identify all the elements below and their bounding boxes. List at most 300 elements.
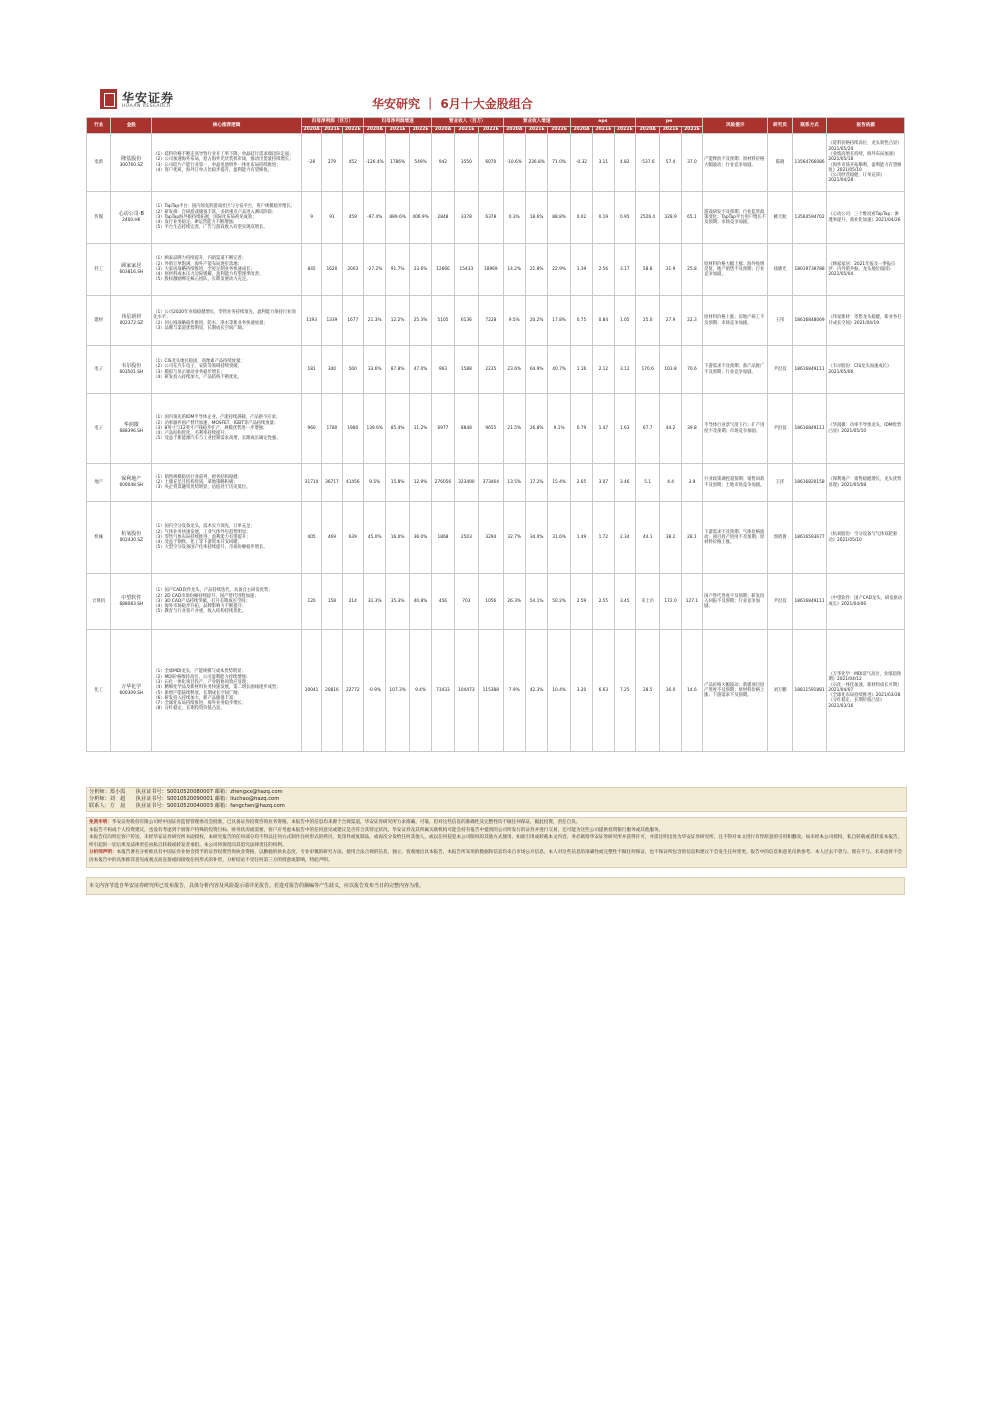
metric-cell: 5.1 — [635, 464, 659, 502]
metric-cell: -537.6 — [635, 134, 659, 192]
report-cell — [827, 296, 905, 346]
risk-text: 产品价格大幅波动；新建项目投产进度不及预期；原材料价格上涨；下游需求不及预期。 — [704, 682, 765, 699]
header-analyst: 研究员 — [768, 118, 792, 134]
stock-name: 韦尔股份 — [121, 363, 142, 370]
stock-code: 603816.SH — [119, 269, 144, 275]
metric-cell: 31.6% — [548, 502, 570, 574]
contact-cell: 18019739788 — [792, 244, 827, 296]
metric-cell: 2503 — [454, 502, 478, 574]
logic-line: （3）8英寸与12英寸产线稳步扩产，规模优势进一步增强； — [153, 425, 268, 431]
logic-line: （6）研发投入持续加大，新产品储备丰富； — [153, 695, 238, 701]
risk-text: 半导体行业景气度下行；扩产进度不及预期；市场竞争加剧。 — [704, 423, 765, 434]
metric-cell: -0.9% — [364, 630, 386, 752]
stock-name: 隆基股份 — [121, 156, 142, 163]
risk-cell — [703, 630, 768, 752]
report-line: 《伟星新材：零售龙头稳健，新业务打开成长空间》2021/04/19 — [828, 315, 902, 326]
header-year: 2021E — [525, 127, 547, 134]
metric-cell: 1980 — [342, 394, 363, 464]
stock-code: 300760.SZ — [119, 162, 144, 168]
logic-line: （4）受益于钢铁、化工等下游资本开支回暖； — [153, 540, 242, 546]
metric-cell: 27.9 — [660, 296, 681, 346]
metric-cell: 33.6% — [364, 346, 386, 394]
metric-cell: 23.6% — [503, 346, 525, 394]
logic-line: （1）国产CAD软件龙头，产品持续迭代，具备自主研发优势； — [153, 588, 273, 594]
golden-stock-table — [86, 117, 905, 752]
logic-line: （1）国内领先的IDM半导体企业，产能持续满载，产品供不应求； — [153, 415, 281, 421]
stock-cell — [111, 244, 152, 296]
report-cell — [827, 394, 905, 464]
report-line: 《韦尔股份：CIS龙头加速成长》2021/05/06 — [828, 364, 892, 375]
metric-cell: 85.4% — [386, 394, 409, 464]
report-line: 《全球化布局持续推进》2021/03/28 — [828, 693, 901, 699]
metric-cell: 120 — [301, 574, 321, 630]
logic-line: （3）3D CAD产品持续突破，打开长期成长空间； — [153, 598, 250, 604]
stock-cell — [111, 574, 152, 630]
logic-line: （2）外销订单饱满，海外产能布局逐步落地； — [153, 261, 242, 267]
header-year: 2022E — [681, 127, 702, 134]
stock-name: 华润微 — [123, 422, 139, 429]
metric-cell: 6070 — [479, 134, 503, 192]
metric-cell: 36.0% — [409, 502, 431, 574]
header-profit: 归母净利润（百万） — [301, 118, 363, 127]
logic-line: （1）顾家品牌力持续提升，内销渠道不断完善； — [153, 256, 247, 262]
report-title: 华安研究 ｜ 6月十大金股组合 — [372, 97, 533, 111]
metric-cell: 3378 — [454, 192, 478, 244]
metric-cell: 12.2% — [386, 296, 409, 346]
logo-subtext: HUAAN RESEARCH — [122, 104, 171, 109]
metric-cell: 9.5% — [503, 296, 525, 346]
logic-line: （4）产品结构优化，毛利率持续提升； — [153, 431, 229, 437]
logic-line: （4）发行业务稳定，IP运营能力不断增强； — [153, 220, 238, 226]
logic-cell — [152, 244, 302, 296]
metric-cell: 6977 — [432, 394, 454, 464]
table-row — [87, 574, 905, 630]
metric-cell: 21.3% — [364, 296, 386, 346]
logic-line: （1）国内空分设备龙头，技术实力领先，订单充足； — [153, 524, 255, 530]
report-line: 《心动公司：三个维度看TapTap：渗透率提升，商业化加速》2021/04/26 — [828, 212, 901, 223]
contact-cell: 18616820158 — [792, 464, 827, 502]
header-year: 2020A — [301, 127, 321, 134]
logic-line: （2）公司在汽车电子、安防等领域持续突破； — [153, 364, 242, 370]
logic-line: （4）精细化学品及新材料业务快速发展，第二增长曲线逐步成型； — [153, 685, 281, 691]
risk-cell — [703, 244, 768, 296]
logic-line: （3）石化一体化项目投产，产业链协同效应显现； — [153, 679, 251, 685]
contact-cell: 13564766086 — [792, 134, 827, 192]
logo-text: 华安证券 — [122, 91, 175, 105]
logic-cell — [152, 502, 302, 574]
report-cell — [827, 192, 905, 244]
analyst-cell: 王彤 — [768, 296, 792, 346]
metric-cell: 1786% — [386, 134, 409, 192]
logic-line: （2）公司加速海外布局，抢占海外光伏装机市场，推动出货量持续增长； — [153, 157, 294, 163]
header-year: 2022E — [548, 127, 570, 134]
metric-cell: 1.49 — [570, 502, 592, 574]
huaan-logo-icon — [100, 89, 117, 109]
logic-line: （3）公司硅片产能行业第一，单晶电池组件一体化布局持续推进； — [153, 162, 281, 168]
analyst-statement-text: 本报告署名分析师具有中国证券业协会授予的证券投资咨询执业资格，以勤勉的执业态度、专业审慎的研究方法，使用合法合规的信息，独立、客观地出具本报告，本报告所采用的数据和信息均来自市场公开信息，本人对这些信息的准确性或完整性不做任何保证，也不保证所包含的信息和建议不会发生任何变更。报告中的信息和意见仅供参考。本人过去不曾与、现在不与、未来也将不会因本报告中的具体推荐意见或观点而直接或间接收任何形式的补偿，分析结论不受任何第三方的授意或影响，特此声明。 — [89, 850, 903, 863]
metric-cell: 181 — [301, 346, 321, 394]
metric-cell: 172.0 — [660, 574, 681, 630]
metric-cell: 405 — [301, 502, 321, 574]
contact-cell: 13564594702 — [792, 192, 827, 244]
report-line: 《顾家家居：2021年报及一季报点评：内外销共振，龙头地位稳固》2021/05/04 — [828, 261, 896, 278]
metric-cell: 40.7% — [548, 346, 570, 394]
analyst-statement-label: 分析师声明： — [89, 850, 117, 856]
report-line: 《分红稳定，长期价值凸显》2021/03/16 — [828, 698, 885, 709]
header-year: 2020A — [570, 127, 592, 134]
metric-cell: 未上市 — [635, 574, 659, 630]
metric-cell: 9655 — [479, 394, 503, 464]
metric-cell: 41456 — [342, 464, 363, 502]
metric-cell: 91 — [322, 192, 342, 244]
stock-cell — [111, 296, 152, 346]
metric-cell: 10041 — [301, 630, 321, 752]
industry-cell: 电新 — [87, 134, 111, 192]
logic-line: （8）分红稳定，长期投资价值凸显。 — [153, 706, 225, 712]
logic-line: （2）气体业务快速发展，工业气体外包趋势明显； — [153, 529, 251, 535]
logic-line: （5）受益于新能源汽车与工业控制需求高增，长期成长确定性强。 — [153, 436, 281, 442]
report-cell — [827, 630, 905, 752]
stock-code: 688396.SH — [119, 428, 144, 434]
analyst-cell: 郭倩倩 — [768, 502, 792, 574]
metric-cell: 12666 — [432, 244, 454, 296]
metric-cell: 328.9 — [660, 192, 681, 244]
table-row — [87, 394, 905, 464]
header-year: 2020A — [503, 127, 525, 134]
metric-cell: 18.6% — [525, 192, 547, 244]
report-line: 《华润微：功率半导体龙头，IDM优势凸显》2021/05/10 — [828, 423, 902, 434]
metric-cell: 58.8 — [635, 244, 659, 296]
metric-cell: 73433 — [432, 630, 454, 752]
metric-cell: 17.8% — [548, 296, 570, 346]
metric-cell: 57.4 — [660, 134, 681, 192]
risk-text: 国产替代进度不及预期；研发投入回报不及预期；行业竞争加剧。 — [704, 593, 765, 610]
metric-cell: -97.4% — [364, 192, 386, 244]
metric-cell: 0.79 — [570, 394, 592, 464]
logic-line: （2）同心圆战略稳步推进，防水、净水等新业务快速放量； — [153, 320, 268, 326]
table-row — [87, 192, 905, 244]
metric-cell: 103.8 — [660, 346, 681, 394]
metric-cell: 2235 — [479, 346, 503, 394]
metric-cell: 0.84 — [593, 296, 614, 346]
metric-cell: 889.6% — [386, 192, 409, 244]
metric-cell: 549% — [409, 134, 431, 192]
metric-cell: 17.2% — [525, 464, 547, 502]
metric-cell: 70.6 — [681, 346, 702, 394]
header-year: 2022E — [479, 127, 503, 134]
disclaimer-paragraph — [87, 819, 906, 827]
logic-line: （4）原材料成本压力边际缓解，盈利能力有望逐季改善； — [153, 272, 264, 278]
metric-cell: 45.0% — [364, 502, 386, 574]
header-year: 2022E — [342, 127, 363, 134]
stock-name: 伟星新材 — [121, 314, 142, 321]
metric-cell: 31.3% — [364, 574, 386, 630]
logic-line: （5）大型空分设备国产化率持续提升，市场份额稳步增长。 — [153, 545, 268, 551]
logic-line: （3）TapTap海外版持续拓展，国际化布局初见成效； — [153, 214, 257, 220]
report-line: 《海外市场开拓顺利，盈利能力有望修复》2021/05/10 — [828, 162, 902, 173]
metric-cell: 459 — [342, 192, 363, 244]
metric-cell: 42.3% — [525, 630, 547, 752]
logic-line: （7）全球化布局持续推进，海外业务稳步增长； — [153, 701, 247, 707]
logic-line: （5）平台生态持续完善，广告与游戏收入有望实现双增长。 — [153, 225, 268, 231]
analyst-cell: 王洋 — [768, 464, 792, 502]
table-row — [87, 296, 905, 346]
metric-cell: 40.8% — [409, 574, 431, 630]
risk-text: 行业政策调控超预期；销售回款不及预期；土地市场竞争加剧。 — [704, 477, 765, 488]
metric-cell: 2.12 — [593, 346, 614, 394]
report-line: 《石化一体化加速，新材料成长可期》2021/04/07 — [828, 682, 902, 693]
header-revenue-growth: 营业收入增速 — [503, 118, 570, 127]
metric-cell: 20816 — [322, 630, 342, 752]
logic-cell — [152, 346, 302, 394]
stock-code: 600048.SH — [119, 482, 144, 488]
metric-cell: 2.65 — [570, 464, 592, 502]
metric-cell: 1.05 — [614, 296, 635, 346]
header-year: 2021E — [593, 127, 614, 134]
logic-line: （2）MDI价格维持高位，公司盈利能力持续增强； — [153, 674, 251, 680]
metric-cell: 1.72 — [593, 502, 614, 574]
header-revenue: 营业收入（百万） — [432, 118, 503, 127]
risk-text: 原材料价格上涨；房地产竣工不及预期；市场竞争加剧。 — [704, 315, 765, 326]
metric-cell: 5105 — [432, 296, 454, 346]
metric-cell: 456 — [432, 574, 454, 630]
industry-cell: 轻工 — [87, 244, 111, 296]
metric-cell: 71.0% — [548, 134, 570, 192]
metric-cell: 21.5% — [503, 394, 525, 464]
stock-name: 杭氧股份 — [121, 531, 142, 538]
analyst-cell: 刘万鹏 — [768, 630, 792, 752]
disclaimer — [86, 817, 907, 868]
metric-cell: 373464 — [479, 464, 503, 502]
risk-text: 下游需求不及预期；气体价格波动；项目投产进度不及预期；原材料价格上涨。 — [704, 529, 765, 546]
metric-cell: -27.2% — [364, 244, 386, 296]
metric-cell: 23.6% — [409, 244, 431, 296]
disclaimer-text: 华安证券股份有限公司经中国证券监督管理委员会批准，已具备证券投资咨询业务资格。本报告中的信息均来源于合规渠道，华安证券研究所力求准确、可靠，但对这些信息的准确性及完整性均不做任何保证，据此投资，责任自负。 — [111, 820, 581, 825]
logic-line: （1）销售规模稳居行业前列，财务结构稳健； — [153, 474, 242, 480]
metric-cell: 1.47 — [593, 394, 614, 464]
disclaimer-label: 免责申明： — [89, 820, 112, 825]
logic-line: （1）全球MDI龙头，产能规模与成本优势明显； — [153, 669, 246, 675]
metric-cell: 3.12 — [614, 346, 635, 394]
analyst-line: 分析师：刘 超 执业证书号：S0010520090001 邮箱：liuchao@hazq.com — [89, 796, 280, 802]
metric-cell: 139.6% — [364, 394, 386, 464]
header-contact: 联系方式 — [792, 118, 827, 134]
table-row — [87, 630, 905, 752]
table-row — [87, 502, 905, 574]
source-note: 本文内容节选自华安证券研究所已发布报告，具体分析内容及风险提示请详见报告。若进对报告的摘编等产生歧义，应以报告发布当日的完整内容为准。 — [86, 877, 905, 895]
metric-cell: 16.0% — [386, 502, 409, 574]
logic-line: （1）CIS龙头地位稳固，高像素产品持续放量； — [153, 358, 245, 364]
contact-cell: 18616593677 — [792, 502, 827, 574]
metric-cell: 107.3% — [386, 630, 409, 752]
metric-cell: 3.9 — [681, 464, 702, 502]
contact-cell: 18616849111 — [792, 574, 827, 630]
risk-cell — [703, 502, 768, 574]
metric-cell: 0.75 — [570, 296, 592, 346]
logic-cell — [152, 574, 302, 630]
metric-cell: 44.1 — [635, 502, 659, 574]
table-body — [87, 134, 905, 752]
header-risk: 风险提示 — [703, 118, 768, 134]
contact-line: 联系人：方 晨 执业证书号：S0010520040003 邮箱：fangchen@hazq.com — [89, 803, 285, 809]
metric-cell: 6378 — [479, 192, 503, 244]
analyst-info — [86, 787, 907, 812]
metric-cell: 32.7% — [503, 502, 525, 574]
metric-cell: 37.0 — [681, 134, 702, 192]
metric-cell: 0.95 — [614, 192, 635, 244]
metric-cell: 3.17 — [614, 244, 635, 296]
metric-cell: 8848 — [454, 394, 478, 464]
header-row — [87, 118, 905, 127]
metric-cell: 963 — [432, 346, 454, 394]
metric-cell: 115388 — [479, 630, 503, 752]
report-line: 《业绩高增长持续，海外布局加速》2021/05/18 — [828, 151, 898, 163]
metric-cell: 0.3% — [503, 192, 525, 244]
analyst-line: 分析师：郑小霞 执业证书号：S0010520080007 邮箱：zhengxx@hazq.com — [89, 789, 283, 795]
logic-cell — [152, 630, 302, 752]
risk-text: 原材料价格大幅上涨；海外疫情反复；地产销售不及预期；行业竞争加剧。 — [704, 261, 765, 278]
metric-cell: 87.8% — [386, 346, 409, 394]
metric-cell: 3294 — [479, 502, 503, 574]
metric-cell: 91.7% — [386, 244, 409, 296]
report-cell — [827, 244, 905, 296]
metric-cell: 26.8% — [525, 394, 547, 464]
table-row — [87, 464, 905, 502]
analyst-statement — [87, 849, 906, 864]
analyst-cell: 徐晓光 — [768, 244, 792, 296]
logic-cell — [152, 464, 302, 502]
metric-cell: 7228 — [479, 296, 503, 346]
risk-text: 下游需求不及预期；新产品推广不及预期；行业竞争加剧。 — [704, 364, 765, 375]
stock-cell — [111, 630, 152, 752]
stock-code: 603501.SH — [119, 369, 144, 375]
metric-cell: 279 — [322, 134, 342, 192]
metric-cell: 2848 — [432, 192, 454, 244]
industry-cell: 化工 — [87, 630, 111, 752]
metric-cell: 1.63 — [614, 394, 635, 464]
metric-cell: 3.11 — [593, 134, 614, 192]
analyst-cell: 尹沿技 — [768, 574, 792, 630]
contact-cell: 18616849111 — [792, 394, 827, 464]
metric-cell: 10.4% — [548, 630, 570, 752]
metric-cell: 1677 — [342, 296, 363, 346]
stock-code: 688083.SH — [119, 601, 144, 607]
metric-cell: 104473 — [454, 630, 478, 752]
metric-cell: 1.16 — [570, 346, 592, 394]
metric-cell: 323490 — [454, 464, 478, 502]
metric-cell: 0.19 — [593, 192, 614, 244]
logic-line: （5）股权激励绑定核心团队，长期发展动力充足。 — [153, 277, 251, 283]
industry-cell: 电子 — [87, 346, 111, 394]
metric-cell: 15433 — [454, 244, 478, 296]
metric-cell: 31.9 — [660, 244, 681, 296]
report-cell — [827, 134, 905, 192]
metric-cell: 39.8 — [681, 394, 702, 464]
analyst-cell: 姚天航 — [768, 192, 792, 244]
report-cell — [827, 502, 905, 574]
metric-cell: 6136 — [454, 296, 478, 346]
metric-cell: 9 — [301, 192, 321, 244]
metric-cell: 406.9% — [409, 192, 431, 244]
header-year: 2022E — [614, 127, 635, 134]
logic-line: （5）新增产能陆续释放，长期成长空间广阔； — [153, 690, 242, 696]
header-year: 2021E — [660, 127, 681, 134]
metric-cell: 15.8% — [386, 464, 409, 502]
metric-cell: 22772 — [342, 630, 363, 752]
stock-name: 保利地产 — [121, 476, 142, 483]
stock-cell — [111, 192, 152, 244]
metric-cell: 35.3% — [386, 574, 409, 630]
risk-cell — [703, 296, 768, 346]
header-year: 2021E — [386, 127, 409, 134]
metric-cell: 2.59 — [570, 574, 592, 630]
metric-cell: 22.3 — [681, 296, 702, 346]
industry-cell: 电子 — [87, 394, 111, 464]
metric-cell: 20.2% — [525, 296, 547, 346]
industry-cell: 建材 — [87, 296, 111, 346]
logic-line: （2）2D CAD市场份额持续提升，国产替代进程加速； — [153, 593, 259, 599]
metric-cell: 2.55 — [593, 574, 614, 630]
logic-cell — [152, 192, 302, 244]
risk-text: 游戏研发不及预期；行业监管政策变化；TapTap平台用户增长不及预期；市场竞争加剧。 — [704, 209, 766, 226]
contact-cell: 18616848069 — [792, 296, 827, 346]
metric-cell: 2003 — [342, 244, 363, 296]
stock-code: 002430.SZ — [119, 537, 144, 543]
risk-cell — [703, 192, 768, 244]
metric-cell: 452 — [342, 134, 363, 192]
report-line: 《万华化学：MDI景气高位，业绩超预期》2021/04/12 — [828, 671, 902, 683]
risk-text: 产能释放不及预期；原材料价格大幅波动；行业竞争加剧。 — [704, 157, 765, 168]
metric-cell: 3.07 — [593, 464, 614, 502]
logic-cell — [152, 296, 302, 346]
report-cell — [827, 574, 905, 630]
metric-cell: 67.7 — [635, 394, 659, 464]
industry-cell: 计算机 — [87, 574, 111, 630]
metric-cell: 214 — [342, 574, 363, 630]
metric-cell: 15.4% — [548, 464, 570, 502]
metric-cell: 1339 — [322, 296, 342, 346]
metric-cell: 12.9% — [409, 464, 431, 502]
metric-cell: 3.45 — [614, 574, 635, 630]
report-cell — [827, 464, 905, 502]
logic-line: （3）零售气体布局持续推进，盈利能力有望提升； — [153, 534, 251, 540]
industry-cell: 传媒 — [87, 192, 111, 244]
report-line: 《杭氧股份：空分设备与气体双轮驱动》2021/05/10 — [828, 532, 898, 543]
logic-line: （3）模拟与显示驱动业务稳步增长； — [153, 369, 225, 375]
metric-cell: 4.4 — [660, 464, 681, 502]
risk-cell — [703, 394, 768, 464]
metric-cell: 236.8% — [525, 134, 547, 192]
report-line: 《保利地产：销售稳健增长，龙头优势显现》2021/05/08 — [828, 477, 902, 488]
metric-cell: 276056 — [432, 464, 454, 502]
huaan-logo — [100, 89, 180, 111]
metric-cell: 21.8% — [525, 244, 547, 296]
contact-cell: 18811591881 — [792, 630, 827, 752]
metric-cell: 36717 — [322, 464, 342, 502]
logic-line: （3）央企背景融资优势明显，估值处于历史低位。 — [153, 485, 251, 491]
metric-cell: -10.6% — [503, 134, 525, 192]
metric-cell: 127.1 — [681, 574, 702, 630]
contact-cell: 18616849111 — [792, 346, 827, 394]
metric-cell: 1780 — [322, 394, 342, 464]
metric-cell: 34.0% — [525, 502, 547, 574]
metric-cell: 28.1 — [681, 502, 702, 574]
risk-cell — [703, 134, 768, 192]
table-row — [87, 134, 905, 192]
logic-line: （2）土储充足且结构优质，拿地策略积极； — [153, 479, 238, 485]
metric-cell: 88.8% — [548, 192, 570, 244]
metric-cell: 16.0 — [660, 630, 681, 752]
